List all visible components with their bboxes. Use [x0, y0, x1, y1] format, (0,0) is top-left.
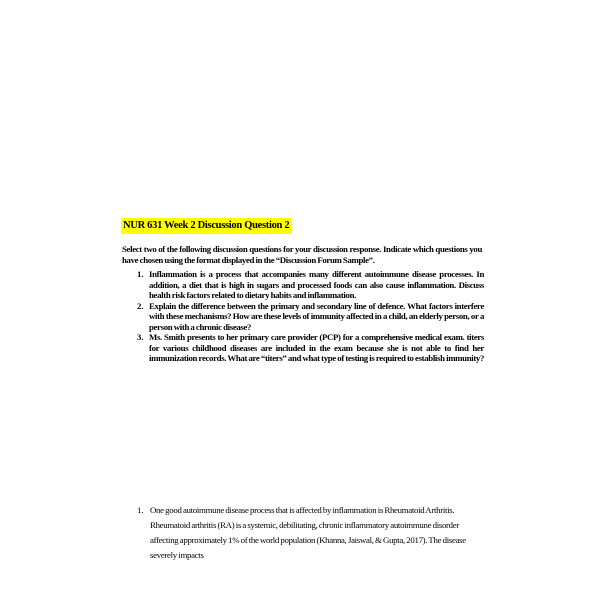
answer-item-1 — [122, 503, 482, 563]
question-number: 3. — [137, 332, 144, 342]
answer-number: 1. — [137, 505, 144, 515]
question-item-1 — [122, 269, 484, 301]
page-title-highlight: NUR 631 Week 2 Discussion Question 2 — [121, 218, 292, 234]
answer-text: One good autoimmune disease process that is affected by inflammation is Rheumatoid Arthritis. Rheumatoid arthritis (RA) is a systemic, debilitating, chronic inflammatory autoimmune disorder affecting approximately 1% of the world population (Khanna, Jaiswal, & Gupta, 2017). The disease severely impacts — [150, 505, 466, 560]
question-text: Explain the difference between the primary and secondary line of defence. What factors interfere with these mechanisms? How are these levels of immunity affected in a child, an elderly person, or a person with a chronic disease? — [149, 300, 484, 332]
question-text: Ms. Smith presents to her primary care provider (PCP) for a comprehensive medical exam. titers for various childhood diseases are included in the exam because she is not able to find her immunization records. What are “titers” and what type of testing is required to establish immunity? — [149, 332, 485, 363]
question-item-2 — [122, 301, 484, 333]
question-item-3 — [122, 332, 484, 364]
intro-paragraph: Select two of the following discussion questions for your discussion response. Indicate which questions you have chosen using the format displayed in the “Discussion Forum Sample”. — [122, 244, 482, 265]
page-title — [121, 220, 292, 231]
question-text: Inflammation is a process that accompanies many different autoimmune disease processes. In addition, a diet that is high in sugars and processed foods can also cause inflammation. Discuss health risk factors related to dietary habits and inflammation. — [149, 269, 484, 300]
question-number: 2. — [137, 300, 144, 311]
question-list — [122, 269, 484, 364]
question-number: 1. — [137, 269, 144, 279]
answer-list — [122, 503, 482, 563]
